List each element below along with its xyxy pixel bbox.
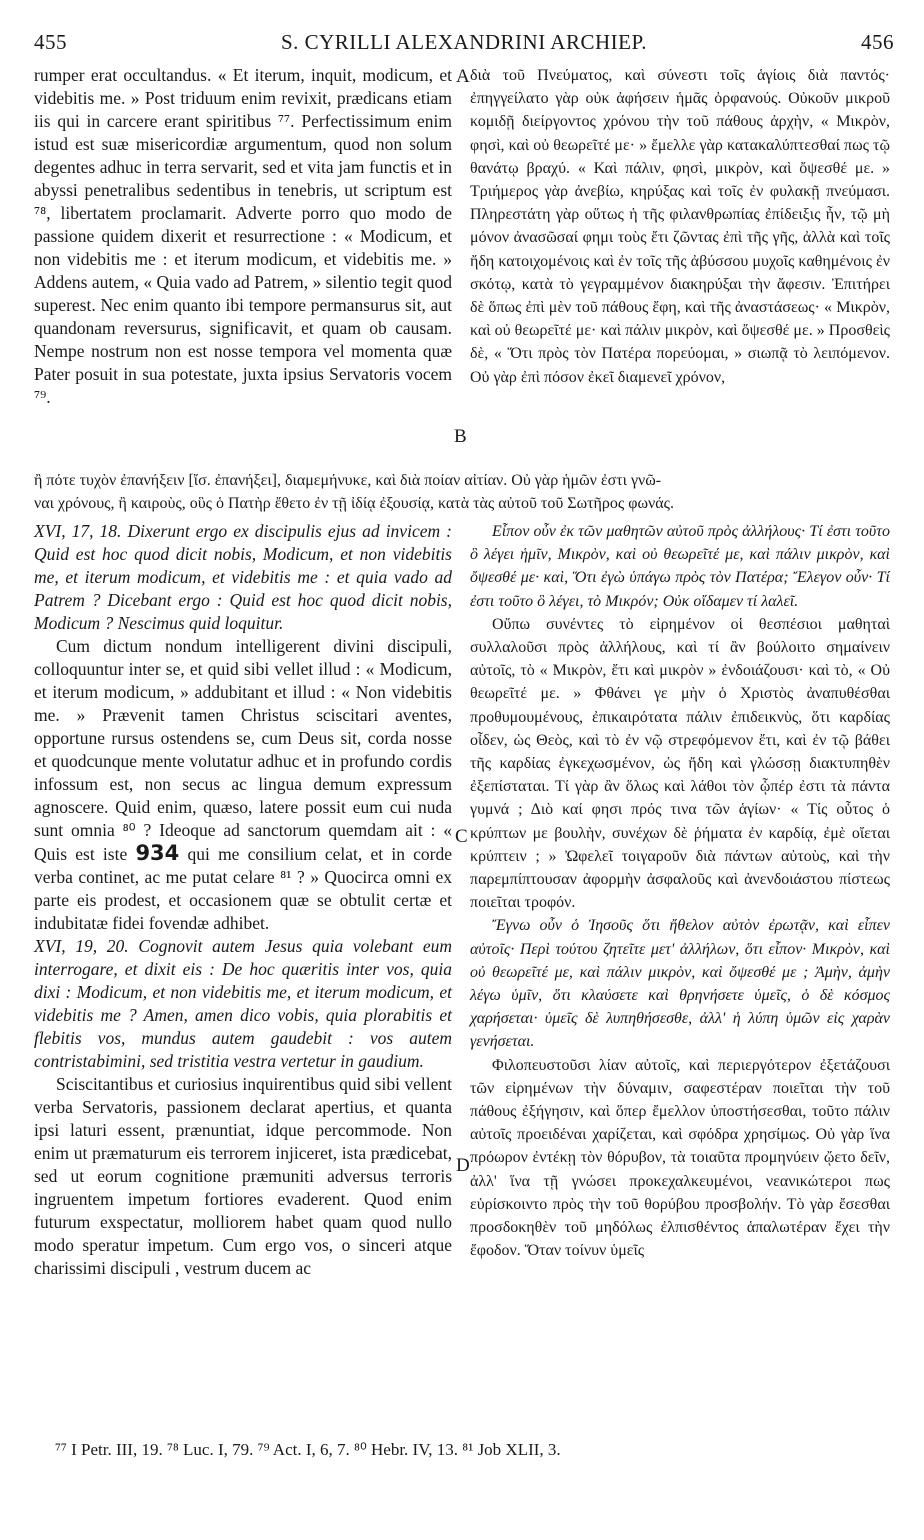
page-number-right: 456: [861, 30, 894, 54]
latin-lemma-2: XVI, 19, 20. Cognovit autem Jesus quia volebant eum interrogare, et dixit eis : De hoc quæritis inter vos, quia dixi : Modicum, et non videbitis me, et iterum modicum, et videbitis me ? Amen, amen dico vobis, quia plorabitis et flebitis vos, mundus autem gaudebit : vos autem contristabimini, sed tristitia vestra vertetur in gaudium.: [34, 936, 452, 1071]
latin-paragraph-2: [34, 635, 452, 935]
spanning-greek-line-2: ναι χρόνους, ἢ καιροὺς, οὓς ὁ Πατὴρ ἔθετο ἐν τῇ ἰδίᾳ ἐξουσίᾳ, κατὰ τὰς αὐτοῦ τοῦ Σωτῆρος φωνάς.: [34, 495, 674, 512]
greek-paragraph-2: Οὔπω συνέντες τὸ εἰρημένον οἱ θεσπέσιοι μαθηταὶ συλλαλοῦσι πρὸς ἀλλήλους, καὶ τί ἂν βούλοιτο σημαίνειν αὐτοῖς, τὸ « Μικρὸν, ἔτι καὶ μικρὸν » ἐνδοιάζουσι· καὶ τὸ, « Οὐ θεωρεῖτέ με. » Φθάνει γε μὴν ὁ Χριστὸς ἀναπυθέσθαι προθυμουμένους, ἐπικαιρότατα πάλιν ἐπιδεικνὺς, ὅτι καρδίας οἶδεν, ὡς Θεὸς, καὶ τὸ ἐν νῷ στρεφόμενον ἔτι, καὶ ἐν τῷ βάθει τῆς καρδίας ἐγκεχωσμένον, ὡς ἤδη καὶ γλώσσῃ διακτυπηθὲν ἐξεπίσταται. Τί γὰρ ἂν ὅλως καὶ λάθοι τὸν ᾧπέρ ἐστι τὰ πάντα γυμνά ; Διὸ καί φησι πρός τινα τῶν ἁγίων· « Τίς οὗτος ὁ κρύπτων με βουλὴν, συνέχων δὲ ῥήματα ἐν καρδίᾳ, ἐμὲ οἴεται κρύπτειν ; » Ὠφελεῖ τοιγαροῦν διὰ πάντων αὐτοὺς, καὶ τὴν παρεμπίπτουσαν ἀφορμὴν ἀσφαλοῦς καὶ ἀνενδοιάστου πίστεως ποιεῖται τροφόν.: [470, 615, 890, 912]
greek-paragraph-1: διὰ τοῦ Πνεύματος, καὶ σύνεστι τοῖς ἁγίοις διὰ παντός· ἐπηγγείλατο γὰρ οὐκ ἀφήσειν ἡμᾶς ὀρφανούς. Οὐκοῦν μικροῦ κομιδῇ διείργοντος χρόνου τὴν τοῦ πάθους ἀρχὴν, « Μικρὸν, φησὶ, καὶ οὐ θεωρεῖτέ με· » ἔμελλε γὰρ κατακαλύπτεσθαί πως τῷ θανάτῳ βραχύ. « Καὶ πάλιν, φησὶ, μικρὸν, καὶ ὄψεσθέ με. » Τριήμερος γὰρ ἀνεβίω, κηρύξας καὶ τοῖς ἐν φυλακῇ πνεύμασι. Πληρεστάτη γὰρ οὕτως ἡ τῆς φιλανθρωπίας ἐπίδειξις ἦν, τῷ μὴ μόνον ἀνασῶσαί φημι τοὺς ἔτι ζῶντας ἐπὶ τῆς γῆς, ἀλλὰ καὶ τοῖς ἤδη κατοιχομένοις καὶ ἐν τοῖς τῆς ἀβύσσου μυχοῖς καθημένοις ἐν σκότῳ, κατὰ τὸ γεγραμμένον διακηρύξαι τὴν ἄφεσιν. Ἐπιτήρει δὲ ὅπως ἐπὶ μὲν τοῦ πάθους ἔφη, καὶ τῆς ἀναστάσεως· « Μικρὸν, καὶ οὐ θεωρεῖτέ με· καὶ πάλιν μικρὸν, καὶ ὄψεσθέ με. » Προσθεὶς δὲ, « Ὅτι πρὸς τὸν Πατέρα πορεύομαι, » σιωπᾷ τὸ λειπόμενον. Οὐ γὰρ ἐπὶ πόσον ἐκεῖ διαμενεῖ χρόνον,: [470, 67, 890, 386]
greek-column-bottom: [470, 520, 890, 1263]
section-marker-c: C: [455, 826, 468, 847]
latin-column-top: [34, 64, 452, 409]
column-number: 934: [135, 841, 180, 865]
latin-paragraph-2a: Cum dictum nondum intelligerent divini discipuli, colloquuntur inter se, et quid sibi vellet illud : « Modicum, et iterum modicum, » addubitant et illud : « Non videbitis me. » Prævenit tamen Christus sciscitari aventes, opportune rursus ostendens se, cum Deus sit, corda nosse et quodcunque mente volutatur adhuc et in profundo cordis infossum est, non secus ac lingua demum expressum agnoscere. Quid enim, quæso, latere possit eum cui nuda sunt omnia ⁸⁰ ? Ideoque ad sanctorum quemdam ait : « Quis est iste: [34, 636, 452, 864]
running-header: [34, 30, 894, 60]
greek-paragraph-3: Φιλοπευστοῦσι λίαν αὐτοῖς, καὶ περιεργότερον ἐξετάζουσι τῶν εἰρημένων τὴν δύναμιν, σαφεστέραν ποιεῖται τὴν τοῦ πάθους ἐξήγησιν, καὶ ὅπερ ἔμελλον ὑποστήσεσθαι, τοῦτο πάλιν αὐτοῖς προειδέναι χαρίζεται, καὶ σφόδρα χρησίμως. Οὐ γὰρ ἵνα πρόωρον ἐντέκῃ τὸν θόρυβον, τὰ τοιαῦτα προμηνύειν ᾤετο δεῖν, ἀλλ' ἵνα τῇ γνώσει προκεχαλκευμένοι, νεανικώτεροι πως εὑρίσκοιντο πρὸς τὴν τοῦ θορύβου προσβολήν. Τὸ γὰρ ἔσεσθαι προσδοκηθὲν τοῦ μηδόλως ἐλπισθέντος ἁπαλωτέραν ἔχει τὴν ἔφοδον. Ὅταν τοίνυν ὑμεῖς: [470, 1056, 890, 1260]
latin-column-bottom: [34, 520, 452, 1280]
section-marker-a: A: [456, 66, 470, 87]
greek-lemma-1: Εἶπον οὖν ἐκ τῶν μαθητῶν αὐτοῦ πρὸς ἀλλήλους· Τί ἐστι τοῦτο ὃ λέγει ἡμῖν, Μικρὸν, καὶ οὐ θεωρεῖτέ με, καὶ πάλιν μικρὸν, καὶ ὄψεσθέ με· καὶ, Ὅτι ἐγὼ ὑπάγω πρὸς τὸν Πατέρα; Ἔλεγον οὖν· Τί ἐστι τοῦτο ὃ λέγει, τὸ Μικρόν; Οὐκ οἴδαμεν τί λαλεῖ.: [470, 523, 890, 610]
greek-lemma-2: Ἔγνω οὖν ὁ Ἰησοῦς ὅτι ἤθελον αὐτὸν ἐρωτᾷν, καὶ εἶπεν αὐτοῖς· Περὶ τούτου ζητεῖτε μετ' ἀλλήλων, ὅτι εἶπον· Μικρὸν, καὶ οὐ θεωρεῖτέ με, καὶ πάλιν μικρὸν, καὶ ὄψεσθέ με ; Ἀμὴν, ἀμὴν λέγω ὑμῖν, ὅτι κλαύσετε καὶ θρηνήσετε ὑμεῖς, ὁ δὲ κόσμος χαρήσεται· ὑμεῖς δὲ λυπηθήσεσθε, ἀλλ' ἡ λύπη ὑμῶν εἰς χαρὰν γενήσεται.: [470, 917, 890, 1051]
section-marker-d: D: [456, 1155, 470, 1176]
greek-column-top: [470, 64, 890, 389]
latin-paragraph-2b: qui me consilium celat, et in corde verba continet, ac me putat celare ⁸¹ ? » Quocirca omni ex parte eis prodest, et occasionem quæ se obtulit certæ et indubitatæ fidei fovendæ adhibet.: [34, 844, 453, 933]
spanning-greek-line-1: ἢ πότε τυχὸν ἐπανήξειν [ἴσ. ἐπανήξει], διαμεμήνυκε, καὶ διὰ ποίαν αἰτίαν. Οὐ γὰρ ἡμῶν ἐστι γνῶ-: [34, 472, 662, 489]
page-number-left: 455: [34, 30, 67, 54]
section-marker-b: B: [454, 426, 467, 447]
footnotes: ⁷⁷ I Petr. III, 19. ⁷⁸ Luc. I, 79. ⁷⁹ Act. I, 6, 7. ⁸⁰ Hebr. IV, 13. ⁸¹ Job XLII, 3.: [55, 1440, 561, 1459]
running-title: S. CYRILLI ALEXANDRINI ARCHIEP.: [280, 30, 648, 54]
latin-paragraph-3: Sciscitantibus et curiosius inquirentibus quid sibi vellent verba Servatoris, passionem declarat apertius, et quanta ipsi laturi essent, prænuntiat, idque percommode. Non enim ut præmaturum eis terrorem injiceret, ista prædicebat, sed ut eorum cognitione præmuniti adversus terroris ingruentem impetum fortiores evaderent. Quod enim futurum exspectatur, molliorem habet quam quod nullo modo speratur impetum. Cum ergo vos, o sinceri atque charissimi discipuli , vestrum ducem ac: [34, 1074, 452, 1278]
latin-paragraph-1: rumper erat occultandus. « Et iterum, inquit, modicum, et videbitis me. » Post triduum enim revixit, prædicans etiam iis qui in carcere erant spiritibus ⁷⁷. Perfectissimum enim istud est suæ misericordiæ argumentum, quod non solum degentes adhuc in terra servarit, sed et vita jam functis et in abyssi penetralibus sedentibus in tenebris, ut scriptum est ⁷⁸, libertatem proclamarit. Adverte porro quo modo de passione quidem dixerit et resurrectione : « Modicum, et non videbitis me : et iterum modicum, et videbitis me. » Addens autem, « Quia vado ad Patrem, » silentio tegit quod superest. Nec enim quanto ibi tempore permansurus sit, aut quandonam reversurus, significavit, et quam ob causam. Nempe nostrum non est nosse tempora vel momenta quæ Pater posuit in sua potestate, juxta ipsius Servatoris vocem ⁷⁹.: [34, 65, 452, 407]
latin-lemma-1: XVI, 17, 18. Dixerunt ergo ex discipulis ejus ad invicem : Quid est hoc quod dicit nobis, Modicum, et non videbitis me, et iterum modicum, et videbitis me : et quia vado ad Patrem ? Dicebant ergo : Quid est hoc quod dicit nobis, Modicum ? Nescimus quid loquitur.: [34, 521, 452, 633]
